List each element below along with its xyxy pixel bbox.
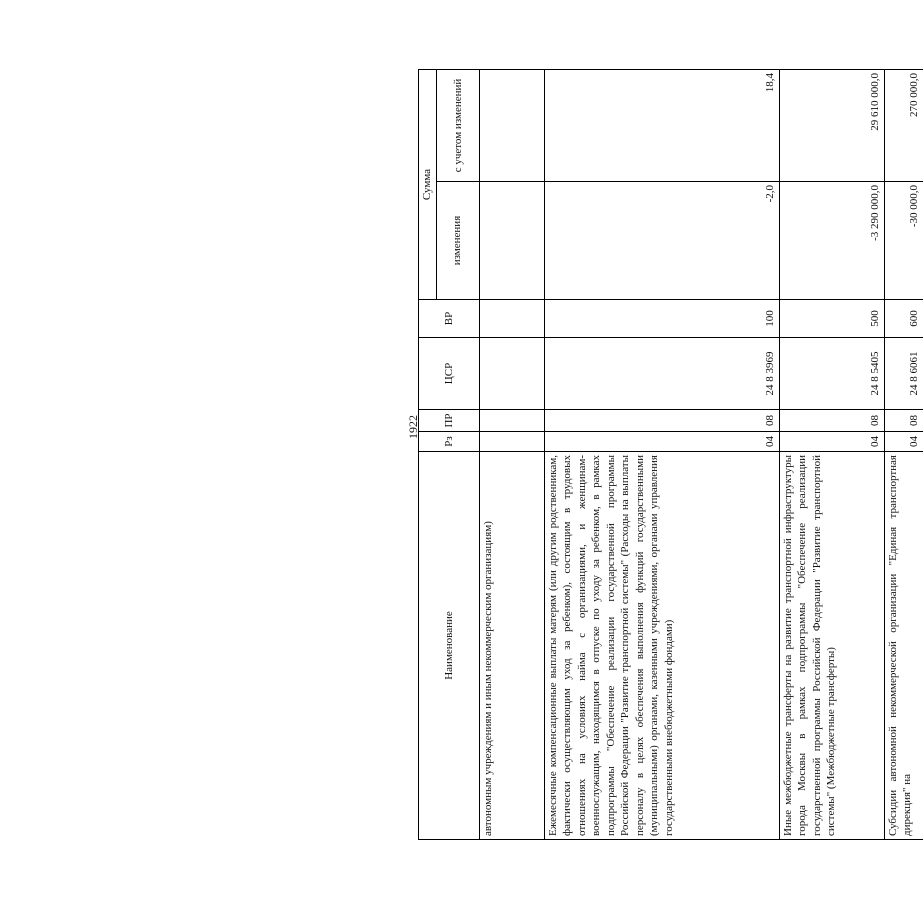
row-pr — [479, 410, 544, 432]
table-row — [544, 70, 779, 840]
row-name: автономным учреждениям и иным некоммерческим организациям) — [479, 452, 544, 840]
row-change — [479, 182, 544, 300]
header-name: Наименование — [419, 452, 480, 840]
row-rz: 04 — [544, 432, 779, 452]
row-pr: 08 — [884, 410, 923, 432]
row-rz: 04 — [884, 432, 923, 452]
header-vr: ВР — [419, 300, 480, 338]
page-number: 1922 — [406, 415, 420, 439]
row-name: Субсидии автономной некоммерческой организации "Единая транспортная дирекция" на — [884, 452, 923, 840]
header-csr: ЦСР — [419, 338, 480, 410]
row-csr: 24 8 5405 — [779, 338, 884, 410]
table-row — [884, 70, 923, 840]
row-vr — [479, 300, 544, 338]
row-with-changes: 270 000,0 — [884, 70, 923, 182]
row-name: Иные межбюджетные трансферты на развитие транспортной инфраструктуры города Москвы в рамках подпрограммы "Обеспечение реализации государственной программы Российской Федерации "Развитие транспортной системы" (Межбюджетные трансферты) — [779, 452, 884, 840]
header-changes: изменения — [436, 182, 479, 300]
table-row — [779, 70, 884, 840]
row-vr: 100 — [544, 300, 779, 338]
row-csr — [479, 338, 544, 410]
row-with-changes: 18,4 — [544, 70, 779, 182]
row-pr: 08 — [544, 410, 779, 432]
row-rz: 04 — [779, 432, 884, 452]
row-vr: 600 — [884, 300, 923, 338]
table-row — [479, 70, 544, 840]
row-csr: 24 8 3969 — [544, 338, 779, 410]
row-change: -30 000,0 — [884, 182, 923, 300]
row-vr: 500 — [779, 300, 884, 338]
row-pr: 08 — [779, 410, 884, 432]
header-sum: Сумма — [419, 70, 437, 300]
header-pr: ПР — [419, 410, 480, 432]
row-with-changes — [479, 70, 544, 182]
header-with-changes: с учетом изменений — [436, 70, 479, 182]
row-change: -2,0 — [544, 182, 779, 300]
row-with-changes: 29 610 000,0 — [779, 70, 884, 182]
row-name: Ежемесячные компенсационные выплаты матерям (или другим родственникам, фактически осуществляющим уход за ребенком), состоящим в трудовых отношениях на условиях найма с организациями, и женщинам-военнослужащим, находящимся в отпуске по уходу за ребенком, в рамках подпрограммы "Обеспечение реализации государственной программы Российской Федерации "Развитие транспортной системы" (Расходы на выплаты персоналу в целях обеспечения выполнения функций государственными (муниципальными) органами, казенными учреждениями, органами управления государственными внебюджетными фондами) — [544, 452, 779, 840]
header-rz: Рз — [419, 432, 480, 452]
row-change: -3 290 000,0 — [779, 182, 884, 300]
budget-table — [418, 69, 923, 840]
row-rz — [479, 432, 544, 452]
row-csr: 24 8 6061 — [884, 338, 923, 410]
